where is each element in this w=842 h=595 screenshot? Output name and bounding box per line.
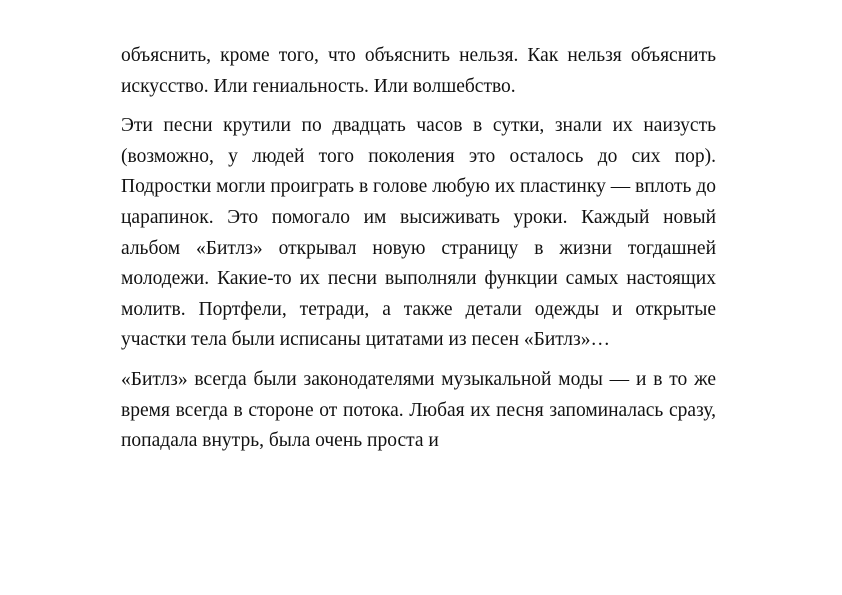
paragraph-3: «Битлз» всегда были законодателями музыкальной моды — и в то же время всегда в стороне от потока. Любая их песня запоминалась сразу, попадала внутрь, была очень проста и: [121, 368, 716, 452]
paragraph-2: Эти песни крутили по двадцать часов в сутки, знали их наизусть (возможно, у людей того поколения это осталось до сих пор). Подростки могли проиграть в голове любую их пластинку — вплоть до царапинок. Это помогало им высиживать уроки. Каждый новый альбом «Битлз» открывал новую страницу в жизни тогдашней молодежи. Какие-то их песни выполняли функции самых настоящих молитв. Портфели, тетради, а также детали одежды и открытые участки тела были исписаны цитатами из песен «Битлз»…: [121, 115, 716, 351]
document-body-text: [121, 41, 716, 457]
paragraph-1: объяснить, кроме того, что объяснить нельзя. Как нельзя объяснить искусство. Или гениальность. Или волшебство.: [121, 45, 716, 97]
